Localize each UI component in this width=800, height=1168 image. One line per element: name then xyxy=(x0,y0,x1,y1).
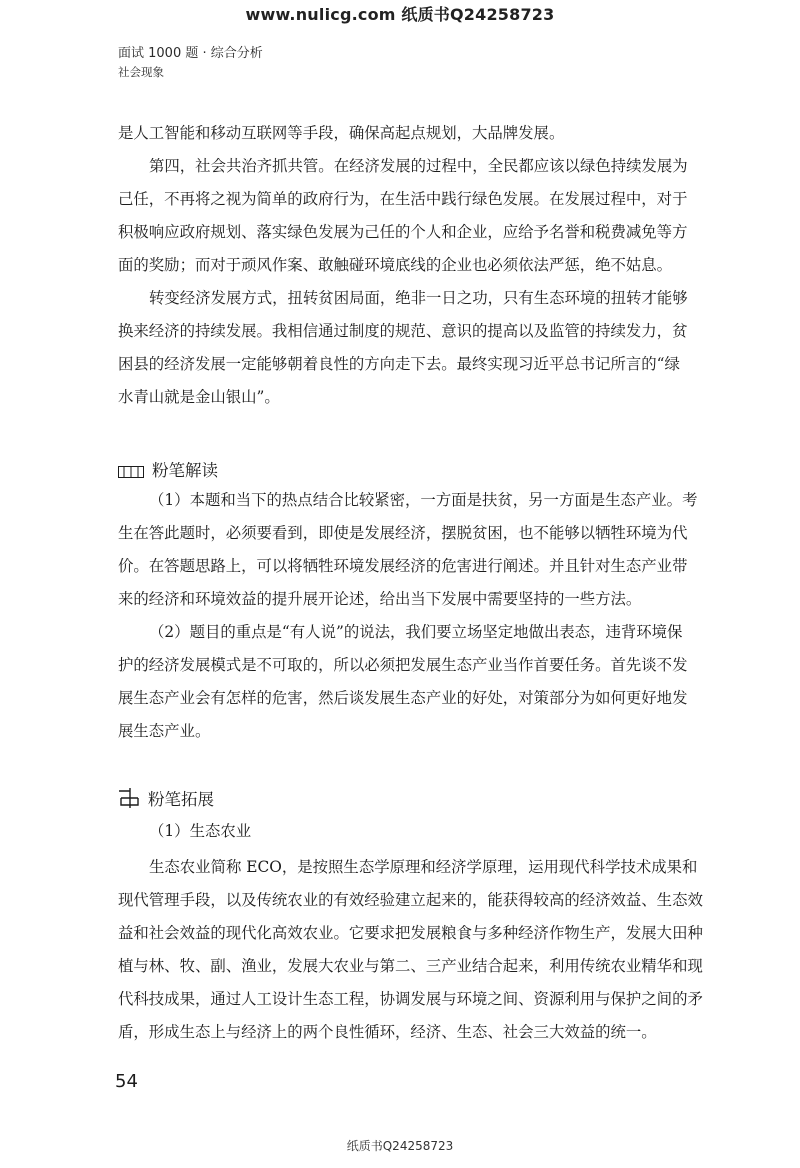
text-line: （2）题目的重点是“有人说”的说法，我们要立场坚定地做出表态，违背环境保 xyxy=(149,623,683,641)
text-line: 水青山就是金山银山”。 xyxy=(118,388,280,406)
text-line: 困县的经济发展一定能够朝着良性的方向走下去。最终实现习近平总书记所言的“绿 xyxy=(118,355,680,373)
text-line: 是人工智能和移动互联网等手段，确保高起点规划，大品牌发展。 xyxy=(118,124,565,142)
text-line: 换来经济的持续发展。我相信通过制度的规范、意识的提高以及监管的持续发力，贫 xyxy=(118,322,688,340)
text-line: 护的经济发展模式是不可取的，所以必须把发展生态产业当作首要任务。首先谈不发 xyxy=(118,656,688,674)
text-line: 代科技成果，通过人工设计生态工程，协调发展与环境之间、资源利用与保护之间的矛 xyxy=(118,990,703,1008)
text-line: 积极响应政府规划、落实绿色发展为己任的个人和企业，应给予名誉和税费减免等方 xyxy=(118,223,688,241)
frame-icon xyxy=(118,787,140,809)
body-block-interpret xyxy=(118,484,722,748)
page-number: 54 xyxy=(115,1071,138,1092)
watermark-header: www.nulicg.com 纸质书Q24258723 xyxy=(245,5,555,24)
text-line: 生态农业简称 ECO，是按照生态学原理和经济学原理，运用现代科学技术成果和 xyxy=(149,858,698,876)
text-line: 盾，形成生态上与经济上的两个良性循环，经济、生态、社会三大效益的统一。 xyxy=(118,1023,657,1041)
text-line: 益和社会效益的现代化高效农业。它要求把发展粮食与多种经济作物生产，发展大田种 xyxy=(118,924,703,942)
text-line: 第四，社会共治齐抓共管。在经济发展的过程中，全民都应该以绿色持续发展为 xyxy=(149,157,688,175)
text-line: 生在答此题时，必须要看到，即使是发展经济，摆脱贫困，也不能够以牺牲环境为代 xyxy=(118,524,688,542)
book-icon xyxy=(118,463,144,475)
body-block-extend xyxy=(118,851,722,1049)
text-line: 展生态产业。 xyxy=(118,722,211,740)
watermark-footer: 纸质书Q24258723 xyxy=(346,1139,454,1153)
section-heading-interpret xyxy=(118,457,218,481)
text-line: 面的奖励；而对于顽风作案、敢触碰环境底线的企业也必须依法严惩，绝不姑息。 xyxy=(118,256,673,274)
running-head-subtitle: 社会现象 xyxy=(118,65,164,79)
text-line: （1）本题和当下的热点结合比较紧密，一方面是扶贫，另一方面是生态产业。考 xyxy=(149,491,698,509)
text-line: 转变经济发展方式，扭转贫困局面，绝非一日之功，只有生态环境的扭转才能够 xyxy=(149,289,688,307)
text-line: 展生态产业会有怎样的危害，然后谈发展生态产业的好处，对策部分为如何更好地发 xyxy=(118,689,688,707)
running-head-title: 面试 1000 题 · 综合分析 xyxy=(118,46,263,61)
sub-heading: （1）生态农业 xyxy=(149,822,252,840)
section-heading-extend xyxy=(118,786,214,810)
section-heading-label: 粉笔解读 xyxy=(152,461,218,480)
text-line: 价。在答题思路上，可以将牺牲环境发展经济的危害进行阐述。并且针对生态产业带 xyxy=(118,557,688,575)
text-line: 来的经济和环境效益的提升展开论述，给出当下发展中需要坚持的一些方法。 xyxy=(118,590,642,608)
section-heading-label: 粉笔拓展 xyxy=(148,790,214,809)
text-line: 现代管理手段，以及传统农业的有效经验建立起来的，能获得较高的经济效益、生态效 xyxy=(118,891,703,909)
text-line: 己任，不再将之视为简单的政府行为，在生活中践行绿色发展。在发展过程中，对于 xyxy=(118,190,688,208)
body-block-top xyxy=(118,117,722,414)
sub-heading-eco-agriculture xyxy=(118,815,722,848)
text-line: 植与林、牧、副、渔业，发展大农业与第二、三产业结合起来，利用传统农业精华和现 xyxy=(118,957,703,975)
